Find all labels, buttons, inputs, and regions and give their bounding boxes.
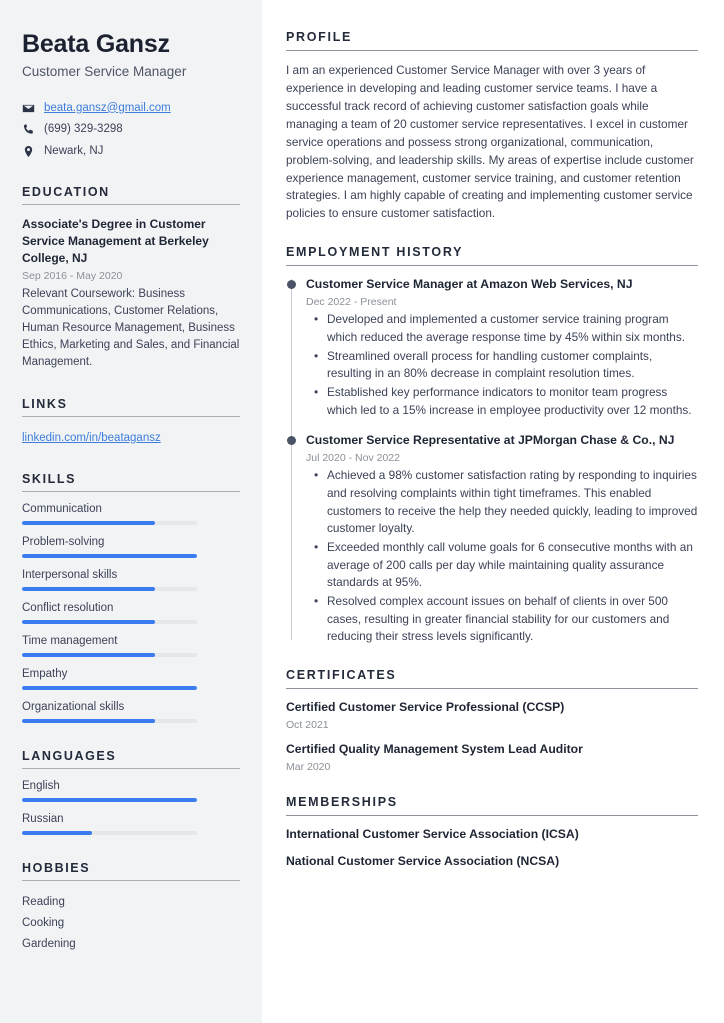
skill-item-label: Conflict resolution bbox=[22, 601, 114, 614]
skill-item-bar-fill bbox=[22, 587, 155, 591]
employment-bullets bbox=[306, 467, 698, 646]
skill-item-bar-fill bbox=[22, 653, 155, 657]
main-content bbox=[262, 0, 724, 1023]
bullet-item: • Streamlined overall process for handling customer complaints, resulting in an 80% decrease in complaint resolution times. bbox=[306, 348, 698, 383]
membership-item: International Customer Service Association (ICSA) bbox=[286, 826, 579, 841]
section-heading-education: EDUCATION bbox=[22, 185, 110, 200]
hobbies-list bbox=[22, 892, 240, 955]
hobby-item: Reading bbox=[22, 895, 65, 908]
skills-list bbox=[22, 503, 240, 723]
timeline-dot-icon bbox=[287, 280, 296, 289]
skill-item bbox=[22, 701, 240, 723]
language-item-bar-fill bbox=[22, 798, 197, 802]
section-profile bbox=[286, 30, 698, 223]
employment-item bbox=[306, 433, 698, 646]
section-heading-links: LINKS bbox=[22, 396, 68, 411]
email-link[interactable]: beata.gansz@gmail.com bbox=[44, 101, 171, 114]
divider bbox=[22, 204, 240, 205]
skill-item bbox=[22, 536, 240, 558]
skill-item-bar-track bbox=[22, 719, 197, 723]
section-heading-memberships: MEMBERSHIPS bbox=[286, 794, 398, 809]
certificate-item bbox=[286, 700, 698, 731]
skill-item-label: Organizational skills bbox=[22, 700, 125, 713]
certificates-list bbox=[286, 700, 698, 773]
skill-item-label: Empathy bbox=[22, 667, 68, 680]
envelope-icon bbox=[22, 102, 35, 115]
certificate-name: Certified Customer Service Professional (CCSP) bbox=[286, 700, 565, 715]
section-heading-skills: SKILLS bbox=[22, 471, 77, 486]
skill-item bbox=[22, 569, 240, 591]
bullet-item: • Exceeded monthly call volume goals for 6 consecutive months with an average of 200 calls per day while maintaining quality assurance standards at 95%. bbox=[306, 539, 698, 592]
sidebar bbox=[0, 0, 262, 1023]
section-links bbox=[22, 397, 240, 446]
skill-item-bar-track bbox=[22, 587, 197, 591]
contact-phone bbox=[22, 122, 240, 138]
divider bbox=[22, 416, 240, 417]
section-heading-languages: LANGUAGES bbox=[22, 748, 117, 763]
education-description: Relevant Coursework: Business Communications, Customer Relations, Human Resource Management, Business Ethics, Marketing and Sales, and Financial Management. bbox=[22, 288, 240, 368]
section-heading-certificates: CERTIFICATES bbox=[286, 668, 397, 683]
divider bbox=[286, 50, 698, 51]
skill-item-bar-track bbox=[22, 521, 197, 525]
memberships-list bbox=[286, 827, 698, 870]
skill-item-bar-track bbox=[22, 620, 197, 624]
employment-date: Dec 2022 - Present bbox=[306, 296, 397, 309]
section-certificates bbox=[286, 668, 698, 773]
section-hobbies bbox=[22, 861, 240, 955]
skill-item bbox=[22, 503, 240, 525]
phone-value: (699) 329-3298 bbox=[44, 123, 123, 136]
language-item-label: English bbox=[22, 779, 60, 792]
certificate-date: Oct 2021 bbox=[286, 718, 329, 731]
location-value: Newark, NJ bbox=[44, 144, 104, 157]
language-item bbox=[22, 780, 240, 802]
skill-item-bar-track bbox=[22, 686, 197, 690]
certificate-name: Certified Quality Management System Lead Auditor bbox=[286, 741, 583, 756]
hobby-item: Cooking bbox=[22, 916, 65, 929]
divider bbox=[286, 815, 698, 816]
language-item-bar-track bbox=[22, 831, 197, 835]
skill-item-bar-track bbox=[22, 554, 197, 558]
skill-item bbox=[22, 668, 240, 690]
phone-icon bbox=[22, 123, 35, 136]
hobby-item: Gardening bbox=[22, 937, 76, 950]
bullet-item: • Developed and implemented a customer service training program which reduced the average response time by 45% within six months. bbox=[306, 311, 698, 346]
membership-item: National Customer Service Association (NCSA) bbox=[286, 853, 560, 868]
section-memberships bbox=[286, 795, 698, 870]
languages-list bbox=[22, 780, 240, 835]
divider bbox=[22, 768, 240, 769]
education-date: Sep 2016 - May 2020 bbox=[22, 270, 123, 283]
employment-title: Customer Service Manager at Amazon Web Services, NJ bbox=[306, 277, 633, 292]
education-item bbox=[22, 216, 240, 371]
skill-item-bar-fill bbox=[22, 554, 197, 558]
contact-list bbox=[22, 101, 240, 160]
timeline-dot-icon bbox=[287, 436, 296, 445]
language-item-bar-fill bbox=[22, 831, 92, 835]
employment-date: Jul 2020 - Nov 2022 bbox=[306, 452, 400, 465]
section-heading-employment: EMPLOYMENT HISTORY bbox=[286, 245, 464, 260]
language-item-label: Russian bbox=[22, 812, 64, 825]
skill-item-label: Problem-solving bbox=[22, 535, 105, 548]
skill-item-label: Interpersonal skills bbox=[22, 568, 118, 581]
employment-timeline bbox=[286, 277, 698, 646]
skill-item-bar-fill bbox=[22, 686, 197, 690]
language-item-bar-track bbox=[22, 798, 197, 802]
divider bbox=[22, 491, 240, 492]
divider bbox=[22, 880, 240, 881]
skill-item-bar-fill bbox=[22, 719, 155, 723]
bullet-item: • Established key performance indicators to monitor team progress which led to a 15% increase in employee productivity over 12 months. bbox=[306, 384, 698, 419]
employment-bullets bbox=[306, 311, 698, 419]
person-job-title: Customer Service Manager bbox=[22, 64, 187, 79]
bullet-item: • Achieved a 98% customer satisfaction rating by responding to inquiries and resolving complaints within tight timeframes. This enabled customers to receive the help they needed quickly, leading to improved customer loyalty. bbox=[306, 467, 698, 538]
skill-item-bar-fill bbox=[22, 620, 155, 624]
skill-item bbox=[22, 602, 240, 624]
skill-item-bar-track bbox=[22, 653, 197, 657]
divider bbox=[286, 688, 698, 689]
map-pin-icon bbox=[22, 145, 35, 158]
skill-item-label: Communication bbox=[22, 502, 102, 515]
language-item bbox=[22, 813, 240, 835]
page-title: Beata Gansz bbox=[22, 30, 170, 58]
linkedin-link[interactable]: linkedin.com/in/beatagansz bbox=[22, 431, 161, 444]
skill-item-label: Time management bbox=[22, 634, 118, 647]
certificate-date: Mar 2020 bbox=[286, 760, 331, 773]
section-employment bbox=[286, 245, 698, 646]
section-skills bbox=[22, 472, 240, 723]
section-languages bbox=[22, 749, 240, 835]
profile-text: I am an experienced Customer Service Manager with over 3 years of experience in developing and leading customer service teams. I have a successful track record of achieving customer satisfaction goals while managing a team of 20 customer service representatives. I excel in customer service operations and possess strong organizational, communication, problem-solving, and leadership skills. My areas of expertise include customer experience management, customer service training, and customer retention strategies. I am highly capable of creating and implementing customer service policies to ensure customer satisfaction. bbox=[286, 63, 694, 221]
education-title: Associate's Degree in Customer Service Management at Berkeley College, NJ bbox=[22, 217, 209, 266]
contact-email[interactable] bbox=[22, 101, 240, 117]
skill-item bbox=[22, 635, 240, 657]
section-education bbox=[22, 185, 240, 371]
bullet-item: • Resolved complex account issues on behalf of clients in over 500 cases, resulting in greater financial stability for our customers and reducing their stress levels significantly. bbox=[306, 593, 698, 646]
employment-title: Customer Service Representative at JPMorgan Chase & Co., NJ bbox=[306, 433, 675, 448]
skill-item-bar-fill bbox=[22, 521, 155, 525]
section-heading-hobbies: HOBBIES bbox=[22, 860, 91, 875]
certificate-item bbox=[286, 742, 698, 773]
contact-location bbox=[22, 144, 240, 160]
section-heading-profile: PROFILE bbox=[286, 30, 353, 44]
employment-item bbox=[306, 277, 698, 419]
divider bbox=[286, 265, 698, 266]
